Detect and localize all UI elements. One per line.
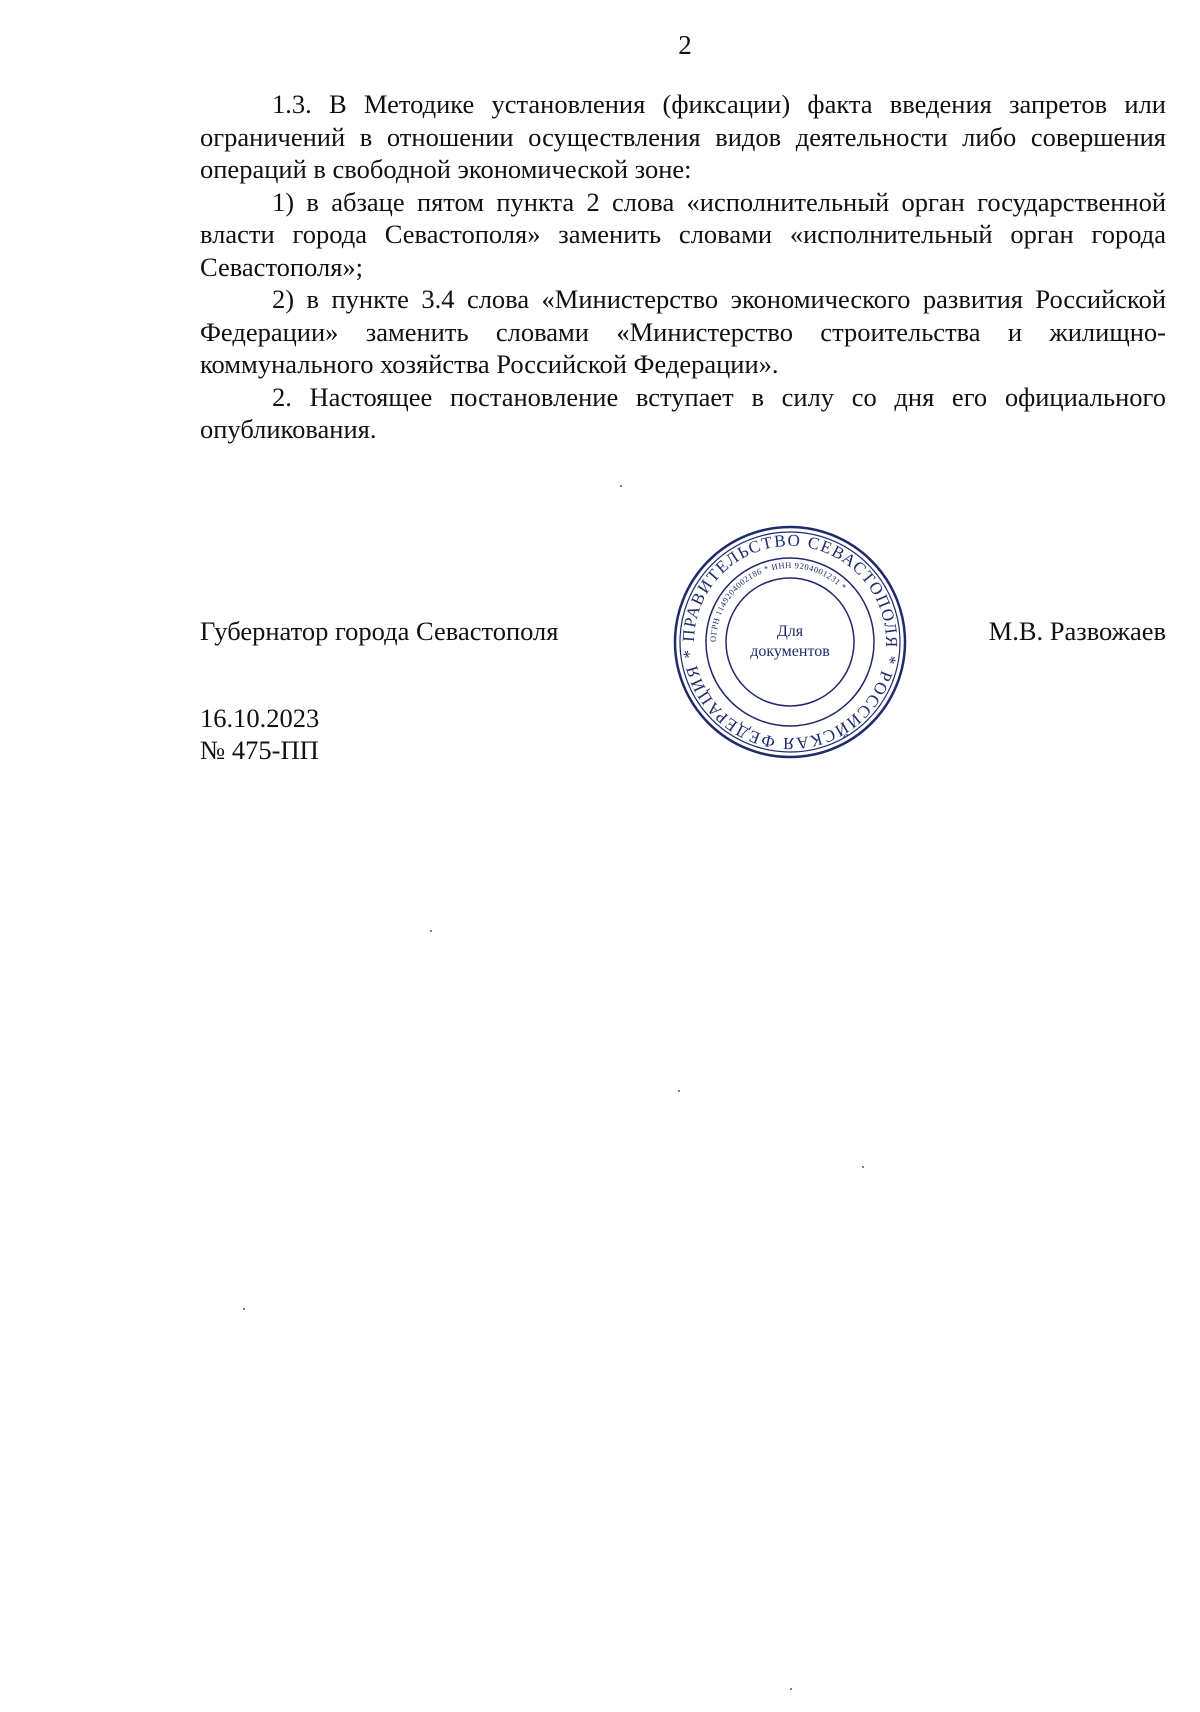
page-number: 2 xyxy=(678,30,692,60)
signer-name: М.В. Развожаев xyxy=(988,616,1166,646)
document-number: № 475-ПП xyxy=(200,735,319,765)
seal-center-line1: Для xyxy=(776,623,804,640)
signer-title: Губернатор города Севастополя xyxy=(200,616,559,646)
paragraph-subitem-2: 2) в пункте 3.4 слова «Министерство экономического развития Российской Федерации» заменить словами «Министерство строительства и жилищно-коммунального хозяйства Российской Федерации». xyxy=(200,284,1166,379)
scan-speck xyxy=(862,1166,864,1168)
document-date: 16.10.2023 xyxy=(200,703,320,733)
scan-speck xyxy=(430,930,432,932)
seal-center-line2: документов xyxy=(750,643,830,660)
scan-speck xyxy=(678,1090,680,1092)
seal-outer-text: ПРАВИТЕЛЬСТВО СЕВАСТОПОЛЯ * РОССИЙСКАЯ ФЕДЕРАЦИЯ * xyxy=(678,530,902,754)
paragraph-1-3: 1.3. В Методике установления (фиксации) факта введения запретов или ограничений в отношении осуществления видов деятельности либо совершения операций в свободной экономической зоне: xyxy=(200,89,1166,184)
seal-stamp-icon xyxy=(670,522,910,762)
paragraph-2: 2. Настоящее постановление вступает в силу со дня его официального опубликования. xyxy=(200,381,1166,444)
official-seal xyxy=(670,522,910,762)
paragraph-subitem-1: 1) в абзаце пятом пункта 2 слова «исполнительный орган государственной власти города Севастополя» заменить словами «исполнительный орган города Севастополя»; xyxy=(200,186,1166,282)
scan-speck xyxy=(243,1308,245,1310)
document-meta xyxy=(200,702,319,766)
document-body xyxy=(200,88,1166,446)
scan-speck xyxy=(790,1688,792,1690)
scan-speck xyxy=(620,485,622,487)
seal-inner-text: ОГРН 1149204002186 * ИНН 9204001231 * xyxy=(707,559,849,643)
